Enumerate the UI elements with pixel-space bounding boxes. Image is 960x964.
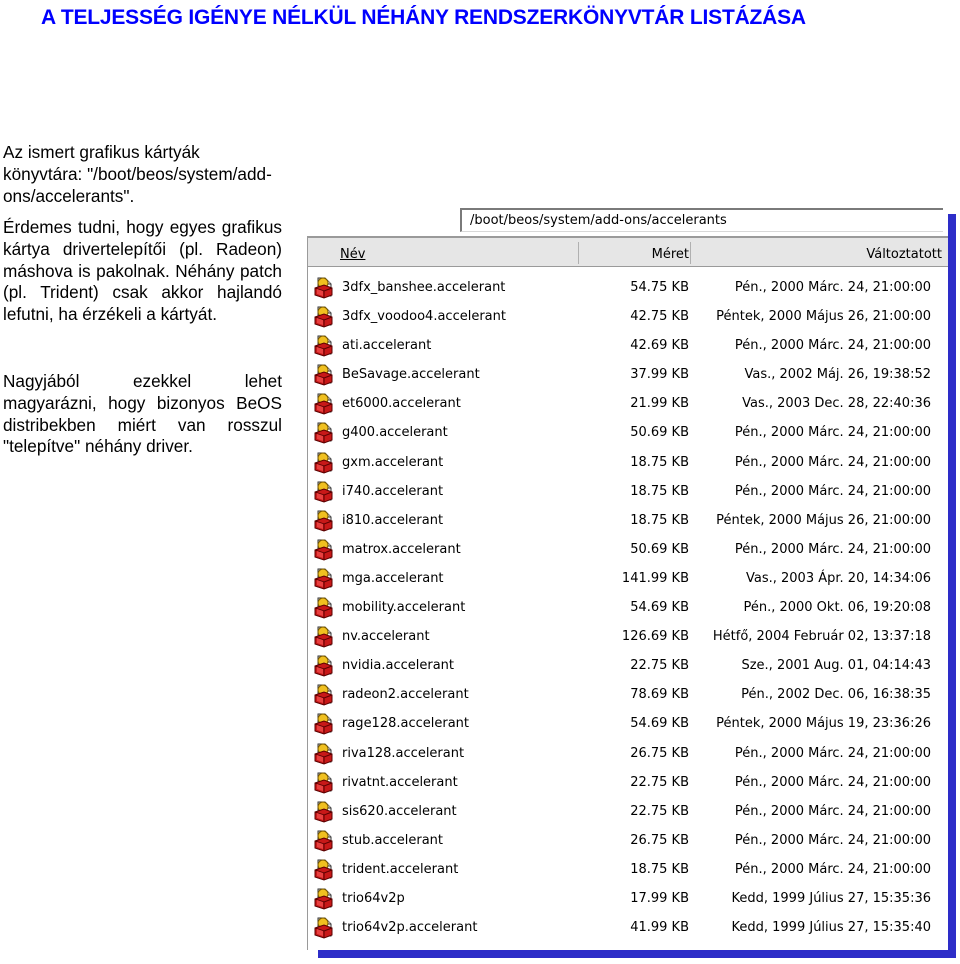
file-size: 50.69 KB xyxy=(630,541,689,557)
accelerant-file-icon[interactable] xyxy=(312,741,336,765)
file-modified: Hétfő, 2004 Február 02, 13:37:18 xyxy=(712,629,931,645)
file-modified: Pén., 2002 Dec. 06, 16:38:35 xyxy=(741,687,931,703)
file-modified: Pén., 2000 Márc. 24, 21:00:00 xyxy=(734,483,931,499)
file-row[interactable] xyxy=(308,361,948,390)
file-modified: Pén., 2000 Márc. 24, 21:00:00 xyxy=(734,338,931,354)
file-name[interactable]: rage128.accelerant xyxy=(342,716,470,732)
accelerant-file-icon[interactable] xyxy=(312,595,336,619)
file-size: 17.99 KB xyxy=(630,890,689,906)
file-row[interactable] xyxy=(308,419,948,448)
file-name[interactable]: nv.accelerant xyxy=(342,629,430,645)
file-name[interactable]: gxm.accelerant xyxy=(342,454,444,470)
accelerant-file-icon[interactable] xyxy=(312,450,336,474)
file-name[interactable]: riva128.accelerant xyxy=(342,745,465,761)
file-row[interactable] xyxy=(308,507,948,536)
file-size: 54.69 KB xyxy=(630,600,689,616)
file-row[interactable] xyxy=(308,303,948,332)
explanation-paragraph: Nagyjából ezekkel lehet magyarázni, hogy bizonyos BeOS distribekben miért van rosszul "telepítve" néhány driver. xyxy=(3,371,282,457)
file-row[interactable] xyxy=(308,652,948,681)
file-row[interactable] xyxy=(308,769,948,798)
file-name[interactable]: stub.accelerant xyxy=(342,832,444,848)
accelerant-file-icon[interactable] xyxy=(312,508,336,532)
file-name[interactable]: 3dfx_banshee.accelerant xyxy=(342,280,506,295)
file-row[interactable] xyxy=(308,565,948,594)
file-name[interactable]: trident.accelerant xyxy=(342,861,459,877)
accelerant-file-icon[interactable] xyxy=(312,653,336,677)
file-name[interactable]: g400.accelerant xyxy=(342,425,448,441)
accelerant-file-icon[interactable] xyxy=(312,333,336,357)
file-size: 22.75 KB xyxy=(630,658,689,674)
file-modified: Pén., 2000 Márc. 24, 21:00:00 xyxy=(734,745,931,761)
accelerant-file-icon[interactable] xyxy=(312,770,336,794)
file-row[interactable] xyxy=(308,856,948,885)
file-size: 18.75 KB xyxy=(630,454,689,470)
path-text: /boot/beos/system/add-ons/accelerants xyxy=(470,213,727,228)
file-name[interactable]: mga.accelerant xyxy=(342,570,444,586)
file-row[interactable] xyxy=(308,798,948,827)
accelerant-file-icon[interactable] xyxy=(312,799,336,823)
file-modified: Péntek, 2000 Május 19, 23:36:26 xyxy=(716,716,931,732)
file-name[interactable]: et6000.accelerant xyxy=(342,396,461,412)
accelerant-file-icon[interactable] xyxy=(312,915,336,939)
column-name-header[interactable]: Név xyxy=(340,247,366,262)
accelerant-file-icon[interactable] xyxy=(312,624,336,648)
file-size: 42.69 KB xyxy=(630,338,689,354)
accelerant-file-icon[interactable] xyxy=(312,304,336,328)
file-name[interactable]: trio64v2p xyxy=(342,890,405,906)
file-size: 41.99 KB xyxy=(630,920,689,936)
accelerant-file-icon[interactable] xyxy=(312,479,336,503)
file-row[interactable] xyxy=(308,478,948,507)
accelerant-file-icon[interactable] xyxy=(312,420,336,444)
file-size: 22.75 KB xyxy=(630,803,689,819)
file-size: 18.75 KB xyxy=(630,483,689,499)
file-modified: Pén., 2000 Márc. 24, 21:00:00 xyxy=(734,425,931,441)
file-name[interactable]: nvidia.accelerant xyxy=(342,658,455,674)
file-row[interactable] xyxy=(308,681,948,710)
file-modified: Pén., 2000 Okt. 06, 19:20:08 xyxy=(743,600,931,616)
column-header xyxy=(308,238,948,267)
file-browser xyxy=(307,236,948,950)
file-row[interactable] xyxy=(308,536,948,565)
page-title: A TELJESSÉG IGÉNYE NÉLKÜL NÉHÁNY RENDSZERKÖNYVTÁR LISTÁZÁSA xyxy=(41,6,806,29)
file-name[interactable]: i810.accelerant xyxy=(342,512,444,528)
accelerant-file-icon[interactable] xyxy=(312,682,336,706)
file-size: 54.69 KB xyxy=(630,716,689,732)
file-row[interactable] xyxy=(308,914,948,943)
file-size: 26.75 KB xyxy=(630,745,689,761)
column-modified-header[interactable]: Változtatott xyxy=(866,247,942,262)
file-name[interactable]: ati.accelerant xyxy=(342,338,432,354)
file-size: 78.69 KB xyxy=(630,687,689,703)
file-size: 21.99 KB xyxy=(630,396,689,412)
file-row[interactable] xyxy=(308,623,948,652)
file-row[interactable] xyxy=(308,449,948,478)
file-row[interactable] xyxy=(308,332,948,361)
file-modified: Kedd, 1999 Július 27, 15:35:40 xyxy=(731,920,931,936)
file-modified: Pén., 2000 Márc. 24, 21:00:00 xyxy=(734,832,931,848)
file-modified: Kedd, 1999 Július 27, 15:35:36 xyxy=(731,890,931,906)
file-name[interactable]: sis620.accelerant xyxy=(342,803,457,819)
accelerant-file-icon[interactable] xyxy=(312,391,336,415)
file-modified: Pén., 2000 Márc. 24, 21:00:00 xyxy=(734,541,931,557)
file-modified: Pén., 2000 Márc. 24, 21:00:00 xyxy=(734,280,931,295)
file-name[interactable]: 3dfx_voodoo4.accelerant xyxy=(342,309,506,325)
accelerant-file-icon[interactable] xyxy=(312,362,336,386)
column-size-header[interactable]: Méret xyxy=(651,247,689,262)
file-row[interactable] xyxy=(308,885,948,914)
file-modified: Pén., 2000 Márc. 24, 21:00:00 xyxy=(734,861,931,877)
file-row[interactable] xyxy=(308,594,948,623)
file-name[interactable]: rivatnt.accelerant xyxy=(342,774,458,790)
file-size: 141.99 KB xyxy=(621,570,689,586)
file-size: 18.75 KB xyxy=(630,861,689,877)
file-size: 126.69 KB xyxy=(621,629,689,645)
accelerant-file-icon[interactable] xyxy=(312,711,336,735)
accelerant-file-icon[interactable] xyxy=(312,566,336,590)
file-row[interactable] xyxy=(308,390,948,419)
file-modified: Vas., 2003 Ápr. 20, 14:34:06 xyxy=(746,570,931,586)
file-size: 54.75 KB xyxy=(630,280,689,295)
file-modified: Vas., 2002 Máj. 26, 19:38:52 xyxy=(744,367,931,383)
file-name[interactable]: mobility.accelerant xyxy=(342,600,466,616)
file-row[interactable] xyxy=(308,827,948,856)
file-name[interactable]: BeSavage.accelerant xyxy=(342,367,480,383)
path-field[interactable] xyxy=(460,208,943,232)
accelerant-file-icon[interactable] xyxy=(312,275,336,299)
file-row[interactable] xyxy=(308,740,948,769)
file-modified: Pén., 2000 Márc. 24, 21:00:00 xyxy=(734,774,931,790)
accelerant-file-icon[interactable] xyxy=(312,537,336,561)
file-row[interactable] xyxy=(308,274,948,303)
file-size: 18.75 KB xyxy=(630,512,689,528)
accelerant-file-icon[interactable] xyxy=(312,828,336,852)
file-modified: Sze., 2001 Aug. 01, 04:14:43 xyxy=(741,658,931,674)
intro-paragraph: Az ismert grafikus kártyák könyvtára: "/boot/beos/system/add-ons/accelerants". xyxy=(3,142,272,206)
file-size: 50.69 KB xyxy=(630,425,689,441)
file-size: 22.75 KB xyxy=(630,774,689,790)
file-name[interactable]: matrox.accelerant xyxy=(342,541,461,557)
file-name[interactable]: trio64v2p.accelerant xyxy=(342,920,478,936)
file-name[interactable]: radeon2.accelerant xyxy=(342,687,469,703)
file-size: 42.75 KB xyxy=(630,309,689,325)
file-modified: Péntek, 2000 Május 26, 21:00:00 xyxy=(716,512,931,528)
accelerant-file-icon[interactable] xyxy=(312,886,336,910)
file-size: 37.99 KB xyxy=(630,367,689,383)
file-modified: Pén., 2000 Márc. 24, 21:00:00 xyxy=(734,454,931,470)
file-modified: Péntek, 2000 Május 26, 21:00:00 xyxy=(716,309,931,325)
note-paragraph: Érdemes tudni, hogy egyes grafikus kártya drivertelepítői (pl. Radeon) máshova is pakolnak. Néhány patch (pl. Trident) csak akkor hajlandó lefutni, ha érzékeli a kártyát. xyxy=(3,217,282,325)
file-name[interactable]: i740.accelerant xyxy=(342,483,444,499)
window-shadow-right xyxy=(948,214,956,958)
file-row[interactable] xyxy=(308,710,948,739)
accelerant-file-icon[interactable] xyxy=(312,857,336,881)
window-shadow-bottom xyxy=(318,950,956,958)
file-modified: Pén., 2000 Márc. 24, 21:00:00 xyxy=(734,803,931,819)
file-list xyxy=(308,274,948,943)
file-size: 26.75 KB xyxy=(630,832,689,848)
file-modified: Vas., 2003 Dec. 28, 22:40:36 xyxy=(742,396,931,412)
